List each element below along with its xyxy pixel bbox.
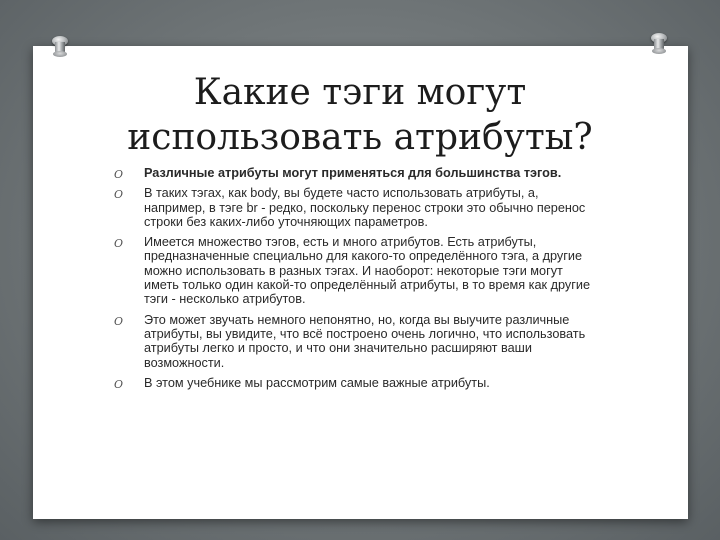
bullet-list	[112, 166, 592, 396]
bullet-marker-icon: O	[114, 168, 124, 181]
bullet-marker-icon: O	[114, 314, 124, 328]
bullet-marker-icon: O	[114, 188, 124, 202]
bullet-text: Различные атрибуты могут применяться для большинства тэгов.	[144, 166, 562, 180]
bullet-marker-icon: O	[114, 377, 124, 391]
bullet-item	[112, 235, 592, 306]
pushpin-right-icon	[651, 33, 667, 55]
bullet-text: Это может звучать немного непонятно, но, когда вы выучите различные атрибуты, вы увидите, что всё построено очень логично, что использовать атрибуты легко и просто, и что они значительно расширяют ваши возможности.	[144, 312, 586, 370]
bullet-item	[112, 313, 592, 370]
bullet-text: В таких тэгах, как body, вы будете часто использовать атрибуты, а, например, в тэге br - редко, поскольку перенос строки это обычно перенос строки без каких-либо уточняющих параметров.	[144, 186, 586, 229]
bullet-text: Имеется множество тэгов, есть и много атрибутов. Есть атрибуты, предназначенные специально для какого-то определённого тэга, а другие можно использовать в разных тэгах. И наоборот: некоторые тэги могут иметь только один какой-то определённый атрибуты, в то время как другие тэги - несколько атрибутов.	[144, 235, 591, 307]
slide-title-line-2: использовать атрибуты?	[127, 117, 593, 158]
bullet-item	[112, 166, 592, 180]
bullet-item	[112, 186, 592, 229]
bullet-marker-icon: O	[114, 237, 124, 251]
slide-title-line-1: Какие тэги могут	[193, 72, 527, 113]
bullet-text: В этом учебнике мы рассмотрим самые важные атрибуты.	[144, 375, 490, 390]
bullet-item	[112, 376, 592, 390]
slide-title	[0, 70, 720, 160]
pushpin-left-icon	[52, 36, 68, 58]
